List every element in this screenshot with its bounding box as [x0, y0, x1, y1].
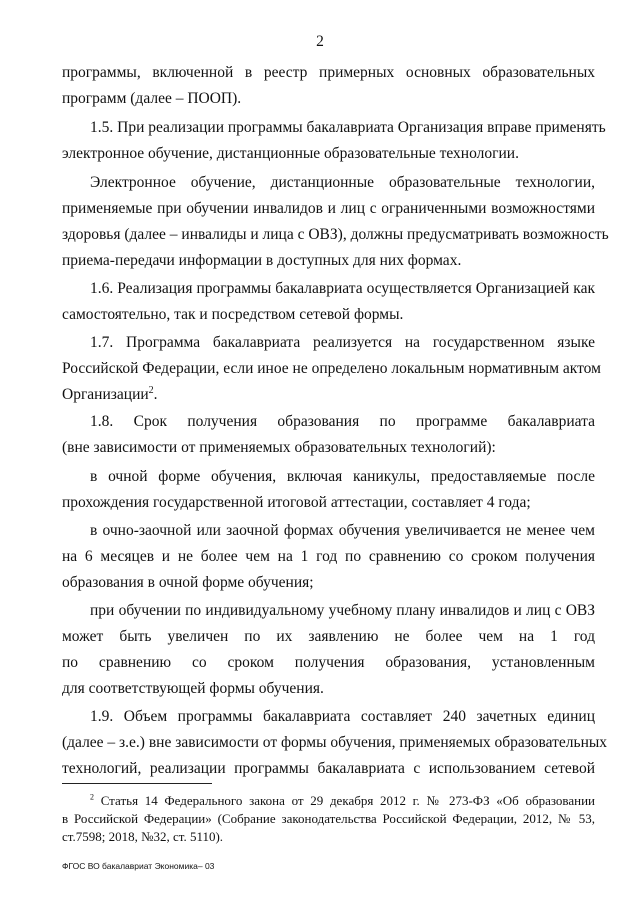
paragraph-line: [62, 385, 595, 405]
sentence-end: .: [153, 386, 158, 403]
paragraph-line: Электронное обучение, дистанционные образовательные технологии,: [90, 174, 595, 191]
paragraph-line: Российской Федерации, если иное не определено локальным нормативным актом: [62, 360, 601, 377]
paragraph-line: самостоятельно, так и посредством сетевой формы.: [62, 306, 404, 323]
page-number: 2: [316, 33, 324, 50]
paragraph-line: для соответствующей формы обучения.: [62, 680, 324, 697]
paragraph-line: при обучении по индивидуальному учебному плану инвалидов и лиц с ОВЗ: [90, 602, 595, 619]
footnote-separator: [62, 783, 212, 784]
paragraph-line: электронное обучение, дистанционные образовательные технологии.: [62, 145, 519, 162]
paragraph-line: 1.8. Срок получения образования по программе бакалавриата: [90, 413, 595, 430]
footnote-text: Статья 14 Федерального закона от 29 декабря 2012 г. № 273-ФЗ «Об образовании: [100, 793, 596, 808]
paragraph-line: программ (далее – ПООП).: [62, 90, 242, 107]
paragraph-line: в очной форме обучения, включая каникулы, предоставляемые после: [90, 468, 595, 485]
footnote-reference: 2: [148, 384, 154, 396]
paragraph-line: прохождения государственной итоговой аттестации, составляет 4 года;: [62, 494, 531, 511]
footnote-marker: 2: [90, 792, 94, 802]
paragraph-line: 1.9. Объем программы бакалавриата составляет 240 зачетных единиц: [90, 708, 595, 725]
footnote-line: ст.7598; 2018, №32, ст. 5110).: [62, 829, 224, 844]
document-footer: ФГОС ВО бакалавриат Экономика– 03: [62, 861, 215, 871]
paragraph-line: 1.7. Программа бакалавриата реализуется на государственном языке: [90, 334, 595, 351]
paragraph-line: технологий, реализации программы бакалавриата с использованием сетевой: [62, 760, 595, 777]
paragraph-line: (далее – з.е.) вне зависимости от формы обучения, применяемых образовательных: [62, 734, 608, 751]
paragraph-line: программы, включенной в реестр примерных основных образовательных: [62, 64, 595, 81]
paragraph-line: образования в очной форме обучения;: [62, 574, 314, 591]
paragraph-line: может быть увеличен по их заявлению не более чем на 1 год: [62, 628, 595, 645]
paragraph-line: 1.5. При реализации программы бакалавриата Организация вправе применять: [90, 119, 606, 136]
paragraph-line: здоровья (далее – инвалиды и лица с ОВЗ), должны предусматривать возможность: [62, 226, 609, 243]
paragraph-line: 1.6. Реализация программы бакалавриата осуществляется Организацией как: [90, 280, 595, 297]
footnote-line: в Российской Федерации» (Собрание законодательства Российской Федерации, 2012, № 53,: [62, 811, 595, 826]
paragraph-text: Организации: [62, 386, 149, 403]
paragraph-line: на 6 месяцев и не более чем на 1 год по сравнению со сроком получения: [62, 548, 595, 565]
paragraph-line: в очно-заочной или заочной формах обучения увеличивается не менее чем: [90, 522, 595, 539]
paragraph-line: применяемые при обучении инвалидов и лиц с ограниченными возможностями: [62, 200, 595, 217]
paragraph-line: (вне зависимости от применяемых образовательных технологий):: [62, 439, 496, 456]
footnote-line: [90, 793, 595, 809]
paragraph-line: приема-передачи информации в доступных для них формах.: [62, 252, 462, 269]
paragraph-line: по сравнению со сроком получения образования, установленным: [62, 654, 595, 671]
